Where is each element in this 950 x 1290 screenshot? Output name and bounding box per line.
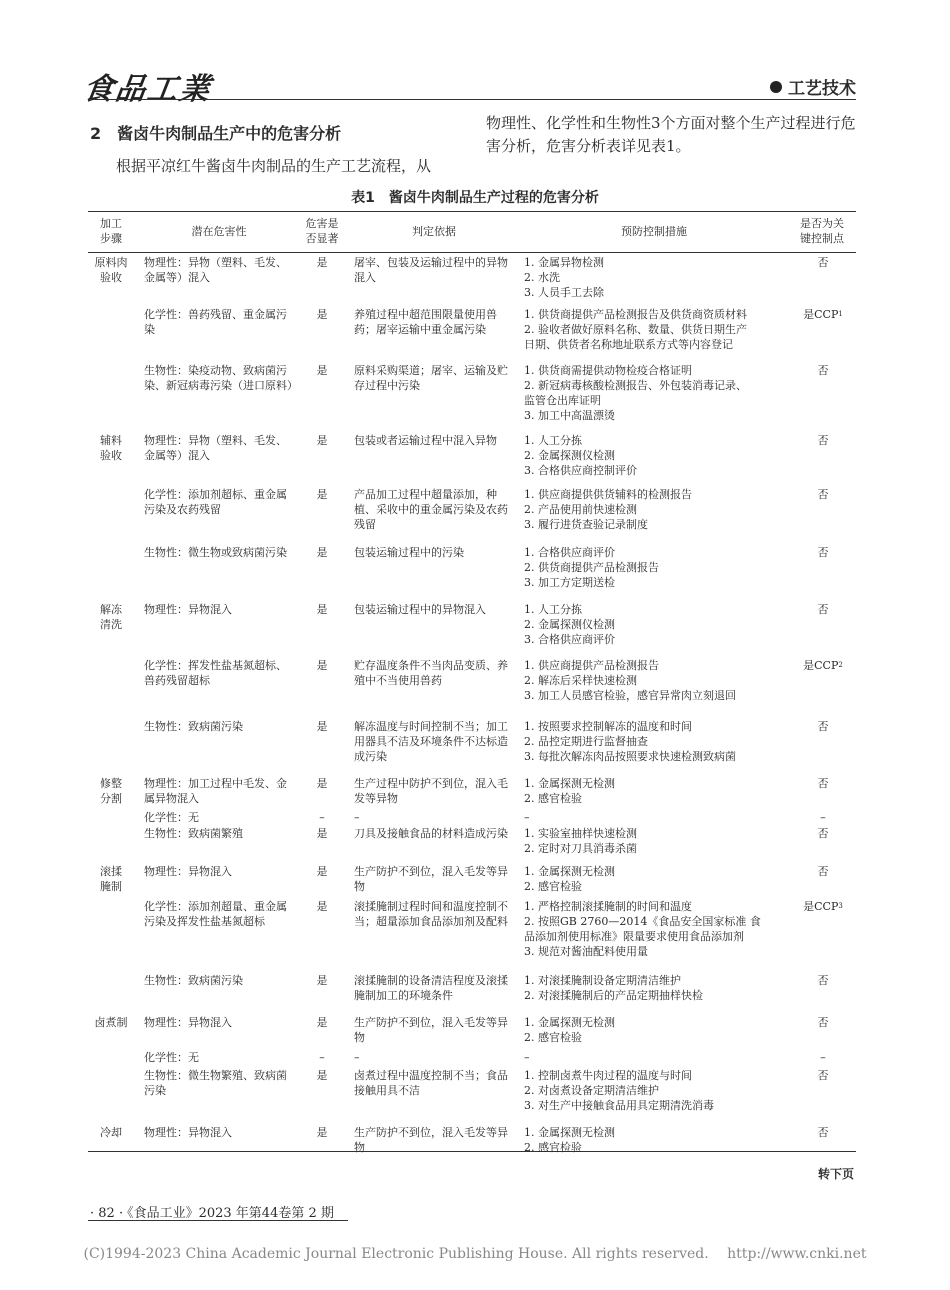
- cell-measures: 1. 人工分拣 2. 金属探测仪检测 3. 合格供应商评价: [524, 603, 615, 646]
- section-title: 2 酱卤牛肉制品生产中的危害分析: [90, 124, 342, 143]
- cell-basis: 屠宰、包装及运输过程中的异物混入: [354, 256, 508, 284]
- footer-rule: [88, 1220, 348, 1221]
- cell-significant: –: [319, 1051, 325, 1064]
- cell-ccp: 否: [817, 777, 829, 790]
- cell-hazard: 物理性：异物混入: [144, 1016, 232, 1029]
- cell-ccp: [794, 658, 852, 673]
- cell-basis: 产品加工过程中超量添加，种植、采收中的重金属污染及农药残留: [354, 488, 508, 531]
- cell-significant: 是: [316, 546, 328, 559]
- cell-measures: 1. 供货商提供产品检测报告及供货商资质材料 2. 验收者做好原料名称、数量、供货日期生产 日期、供货者名称地址联系方式等内容登记: [524, 308, 747, 351]
- cell-ccp: 否: [817, 488, 829, 501]
- cell-ccp: 否: [817, 603, 829, 616]
- cell-ccp: 否: [817, 865, 829, 878]
- cell-significant: 是: [316, 603, 328, 616]
- cell-measures: 1. 按照要求控制解冻的温度和时间 2. 品控定期进行监督抽查 3. 每批次解冻肉品按照要求快速检测致病菌: [524, 720, 736, 763]
- cell-basis: 解冻温度与时间控制不当；加工用器具不洁及环境条件不达标造成污染: [354, 720, 508, 763]
- cell-ccp: 否: [817, 256, 829, 269]
- table-caption: 表1 酱卤牛肉制品生产过程的危害分析: [351, 190, 599, 206]
- header-process: 加工 步骤: [100, 217, 122, 245]
- cell-process: 滚揉 腌制: [100, 865, 122, 893]
- cell-ccp: [794, 307, 852, 322]
- cell-process: 修整 分割: [100, 777, 122, 805]
- cell-ccp: 否: [817, 546, 829, 559]
- cell-basis: 生产防护不到位，混入毛发等异物: [354, 865, 508, 893]
- ccp-subscript: 3: [838, 902, 843, 910]
- cell-hazard: 生物性：致病菌污染: [144, 720, 243, 733]
- cell-ccp: 否: [817, 827, 829, 840]
- cell-process: 卤煮制: [94, 1016, 128, 1029]
- cell-ccp: –: [820, 1051, 826, 1064]
- cell-basis: 生产防护不到位，混入毛发等异物: [354, 1016, 508, 1044]
- cell-significant: 是: [316, 900, 328, 913]
- cell-hazard: 物理性：异物混入: [144, 1126, 232, 1139]
- cell-measures: 1. 金属探测无检测 2. 感官检验: [524, 777, 615, 805]
- cell-basis: 包装或者运输过程中混入异物: [354, 434, 497, 447]
- cell-measures: 1. 供应商提供产品检测报告 2. 解冻后采样快速检测 3. 加工人员感官检验，感官异常肉立刻退回: [524, 659, 736, 702]
- page-footer: · 82 · 《食品工业》2023 年第44卷第 2 期: [90, 1206, 334, 1221]
- cell-process: 冷却: [100, 1126, 122, 1139]
- bullet-icon: [770, 81, 782, 93]
- cell-measures: 1. 金属探测无检测 2. 感官检验: [524, 1126, 615, 1154]
- section-label: 工艺技术: [770, 74, 856, 99]
- header-ccp: 是否为关 键控制点: [800, 217, 844, 245]
- cell-measures: 1. 实验室抽样快速检测 2. 定时对刀具消毒杀菌: [524, 827, 637, 855]
- cell-hazard: 化学性：挥发性盐基氮超标、兽药残留超标: [144, 659, 287, 687]
- cell-significant: 是: [316, 827, 328, 840]
- cell-ccp: 否: [817, 1069, 829, 1082]
- cell-measures: 1. 控制卤煮牛肉过程的温度与时间 2. 对卤煮设备定期清洁维护 3. 对生产中接触食品用具定期清洗消毒: [524, 1069, 714, 1112]
- copyright-notice: (C)1994-2023 China Academic Journal Electronic Publishing House. All rights reserved. http://www.cnki.net: [83, 1246, 867, 1262]
- cell-measures: 1. 金属探测无检测 2. 感官检验: [524, 865, 615, 893]
- cell-significant: 是: [316, 1069, 328, 1082]
- cell-ccp: 否: [817, 1016, 829, 1029]
- ccp-text: 是CCP: [803, 308, 839, 321]
- cell-ccp: –: [820, 811, 826, 824]
- cell-significant: 是: [316, 865, 328, 878]
- ccp-subscript: 2: [838, 661, 843, 669]
- header-measures: 预防控制措施: [621, 225, 687, 238]
- cell-significant: 是: [316, 1126, 328, 1139]
- cell-hazard: 化学性：添加剂超量、重金属污染及挥发性盐基氮超标: [144, 900, 287, 928]
- header-significant: 危害是 否显著: [305, 217, 339, 245]
- hazard-table: [88, 211, 856, 1152]
- cell-basis: 滚揉腌制过程时间和温度控制不当；超量添加食品添加剂及配料: [354, 900, 508, 928]
- cell-hazard: 生物性：致病菌繁殖: [144, 827, 243, 840]
- cell-significant: 是: [316, 659, 328, 672]
- cell-significant: 是: [316, 1016, 328, 1029]
- cell-ccp: 否: [817, 434, 829, 447]
- cell-basis: 刀具及接触食品的材料造成污染: [354, 827, 508, 840]
- cell-process: 辅料 验收: [100, 434, 122, 462]
- cell-hazard: 生物性：致病菌污染: [144, 974, 243, 987]
- cell-significant: 是: [316, 256, 328, 269]
- cell-process: 原料肉 验收: [94, 256, 128, 284]
- cell-ccp: [794, 899, 852, 914]
- cell-measures: 1. 对滚揉腌制设备定期清洁维护 2. 对滚揉腌制后的产品定期抽样快检: [524, 974, 703, 1002]
- cell-measures: 1. 严格控制滚揉腌制的时间和温度 2. 按照GB 2760—2014《食品安全国家标准 食 品添加剂使用标准》限量要求使用食品添加剂 3. 规范对酱油配料使用量: [524, 900, 761, 958]
- ccp-text: 是CCP: [803, 659, 839, 672]
- cell-significant: 是: [316, 488, 328, 501]
- cell-basis: –: [354, 1051, 360, 1064]
- journal-logo: 食品工業: [81, 72, 214, 107]
- cell-measures: 1. 供应商提供供货辅料的检测报告 2. 产品使用前快速检测 3. 履行进货查验记录制度: [524, 488, 692, 531]
- cell-hazard: 化学性：无: [144, 811, 199, 824]
- cell-significant: 是: [316, 720, 328, 733]
- cell-hazard: 物理性：异物（塑料、毛发、金属等）混入: [144, 256, 287, 284]
- cell-measures: 1. 合格供应商评价 2. 供货商提供产品检测报告 3. 加工方定期送检: [524, 546, 659, 589]
- cell-significant: 是: [316, 777, 328, 790]
- cell-measures: 1. 金属探测无检测 2. 感官检验: [524, 1016, 615, 1044]
- cell-basis: 原料采购渠道；屠宰、运输及贮存过程中污染: [354, 364, 508, 392]
- cell-basis: –: [354, 811, 360, 824]
- cell-hazard: 生物性：染疫动物、致病菌污染、新冠病毒污染（进口原料）: [144, 364, 298, 392]
- header-rule: [88, 99, 856, 100]
- cell-ccp: 否: [817, 974, 829, 987]
- cell-hazard: 生物性：微生物或致病菌污染: [144, 546, 287, 559]
- cell-basis: 生产过程中防护不到位，混入毛发等异物: [354, 777, 508, 805]
- cell-measures: –: [524, 1051, 530, 1064]
- ccp-subscript: 1: [838, 310, 843, 318]
- cell-hazard: 物理性：加工过程中毛发、金属异物混入: [144, 777, 287, 805]
- cell-measures: 1. 人工分拣 2. 金属探测仪检测 3. 合格供应商控制评价: [524, 434, 637, 477]
- cell-basis: 包装运输过程中的污染: [354, 546, 464, 559]
- continued-note: 转下页: [817, 1167, 854, 1181]
- ccp-text: 是CCP: [803, 900, 839, 913]
- cell-hazard: 化学性：添加剂超标、重金属污染及农药残留: [144, 488, 287, 516]
- cell-hazard: 物理性：异物混入: [144, 865, 232, 878]
- paragraph-right: 物理性、化学性和生物性3个方面对整个生产过程进行危害分析，危害分析表详见表1。: [486, 114, 856, 155]
- cell-ccp: 否: [817, 364, 829, 377]
- cell-basis: 贮存温度条件不当肉品变质、养殖中不当使用兽药: [354, 659, 508, 687]
- table-body: [88, 253, 856, 1152]
- cell-measures: –: [524, 811, 530, 824]
- cell-basis: 卤煮过程中温度控制不当；食品接触用具不洁: [354, 1069, 508, 1097]
- header-basis: 判定依据: [412, 225, 456, 238]
- cell-basis: 生产防护不到位，混入毛发等异物: [354, 1126, 508, 1154]
- cell-significant: 是: [316, 364, 328, 377]
- cell-basis: 滚揉腌制的设备清洁程度及滚揉腌制加工的环境条件: [354, 974, 508, 1002]
- cell-significant: –: [319, 811, 325, 824]
- cell-hazard: 物理性：异物混入: [144, 603, 232, 616]
- cell-basis: 养殖过程中超范围限量使用兽药；屠宰运输中重金属污染: [354, 308, 497, 336]
- cell-hazard: 物理性：异物（塑料、毛发、金属等）混入: [144, 434, 287, 462]
- cell-significant: 是: [316, 434, 328, 447]
- cell-significant: 是: [316, 974, 328, 987]
- paragraph-left: 根据平凉红牛酱卤牛肉制品的生产工艺流程，从: [116, 157, 432, 175]
- cell-ccp: 否: [817, 720, 829, 733]
- cell-hazard: 化学性：无: [144, 1051, 199, 1064]
- header-hazard: 潜在危害性: [191, 225, 247, 238]
- cell-basis: 包装运输过程中的异物混入: [354, 603, 486, 616]
- cell-process: 解冻 清洗: [100, 603, 122, 631]
- cell-ccp: 否: [817, 1126, 829, 1139]
- table-header: [88, 211, 856, 253]
- cell-hazard: 化学性：兽药残留、重金属污染: [144, 308, 287, 336]
- cell-significant: 是: [316, 308, 328, 321]
- cell-measures: 1. 供货商需提供动物检疫合格证明 2. 新冠病毒核酸检测报告、外包装消毒记录、 监管仓出库证明 3. 加工中高温漂烫: [524, 364, 747, 422]
- cell-measures: 1. 金属异物检测 2. 水洗 3. 人员手工去除: [524, 256, 604, 299]
- cell-hazard: 生物性：微生物繁殖、致病菌污染: [144, 1069, 287, 1097]
